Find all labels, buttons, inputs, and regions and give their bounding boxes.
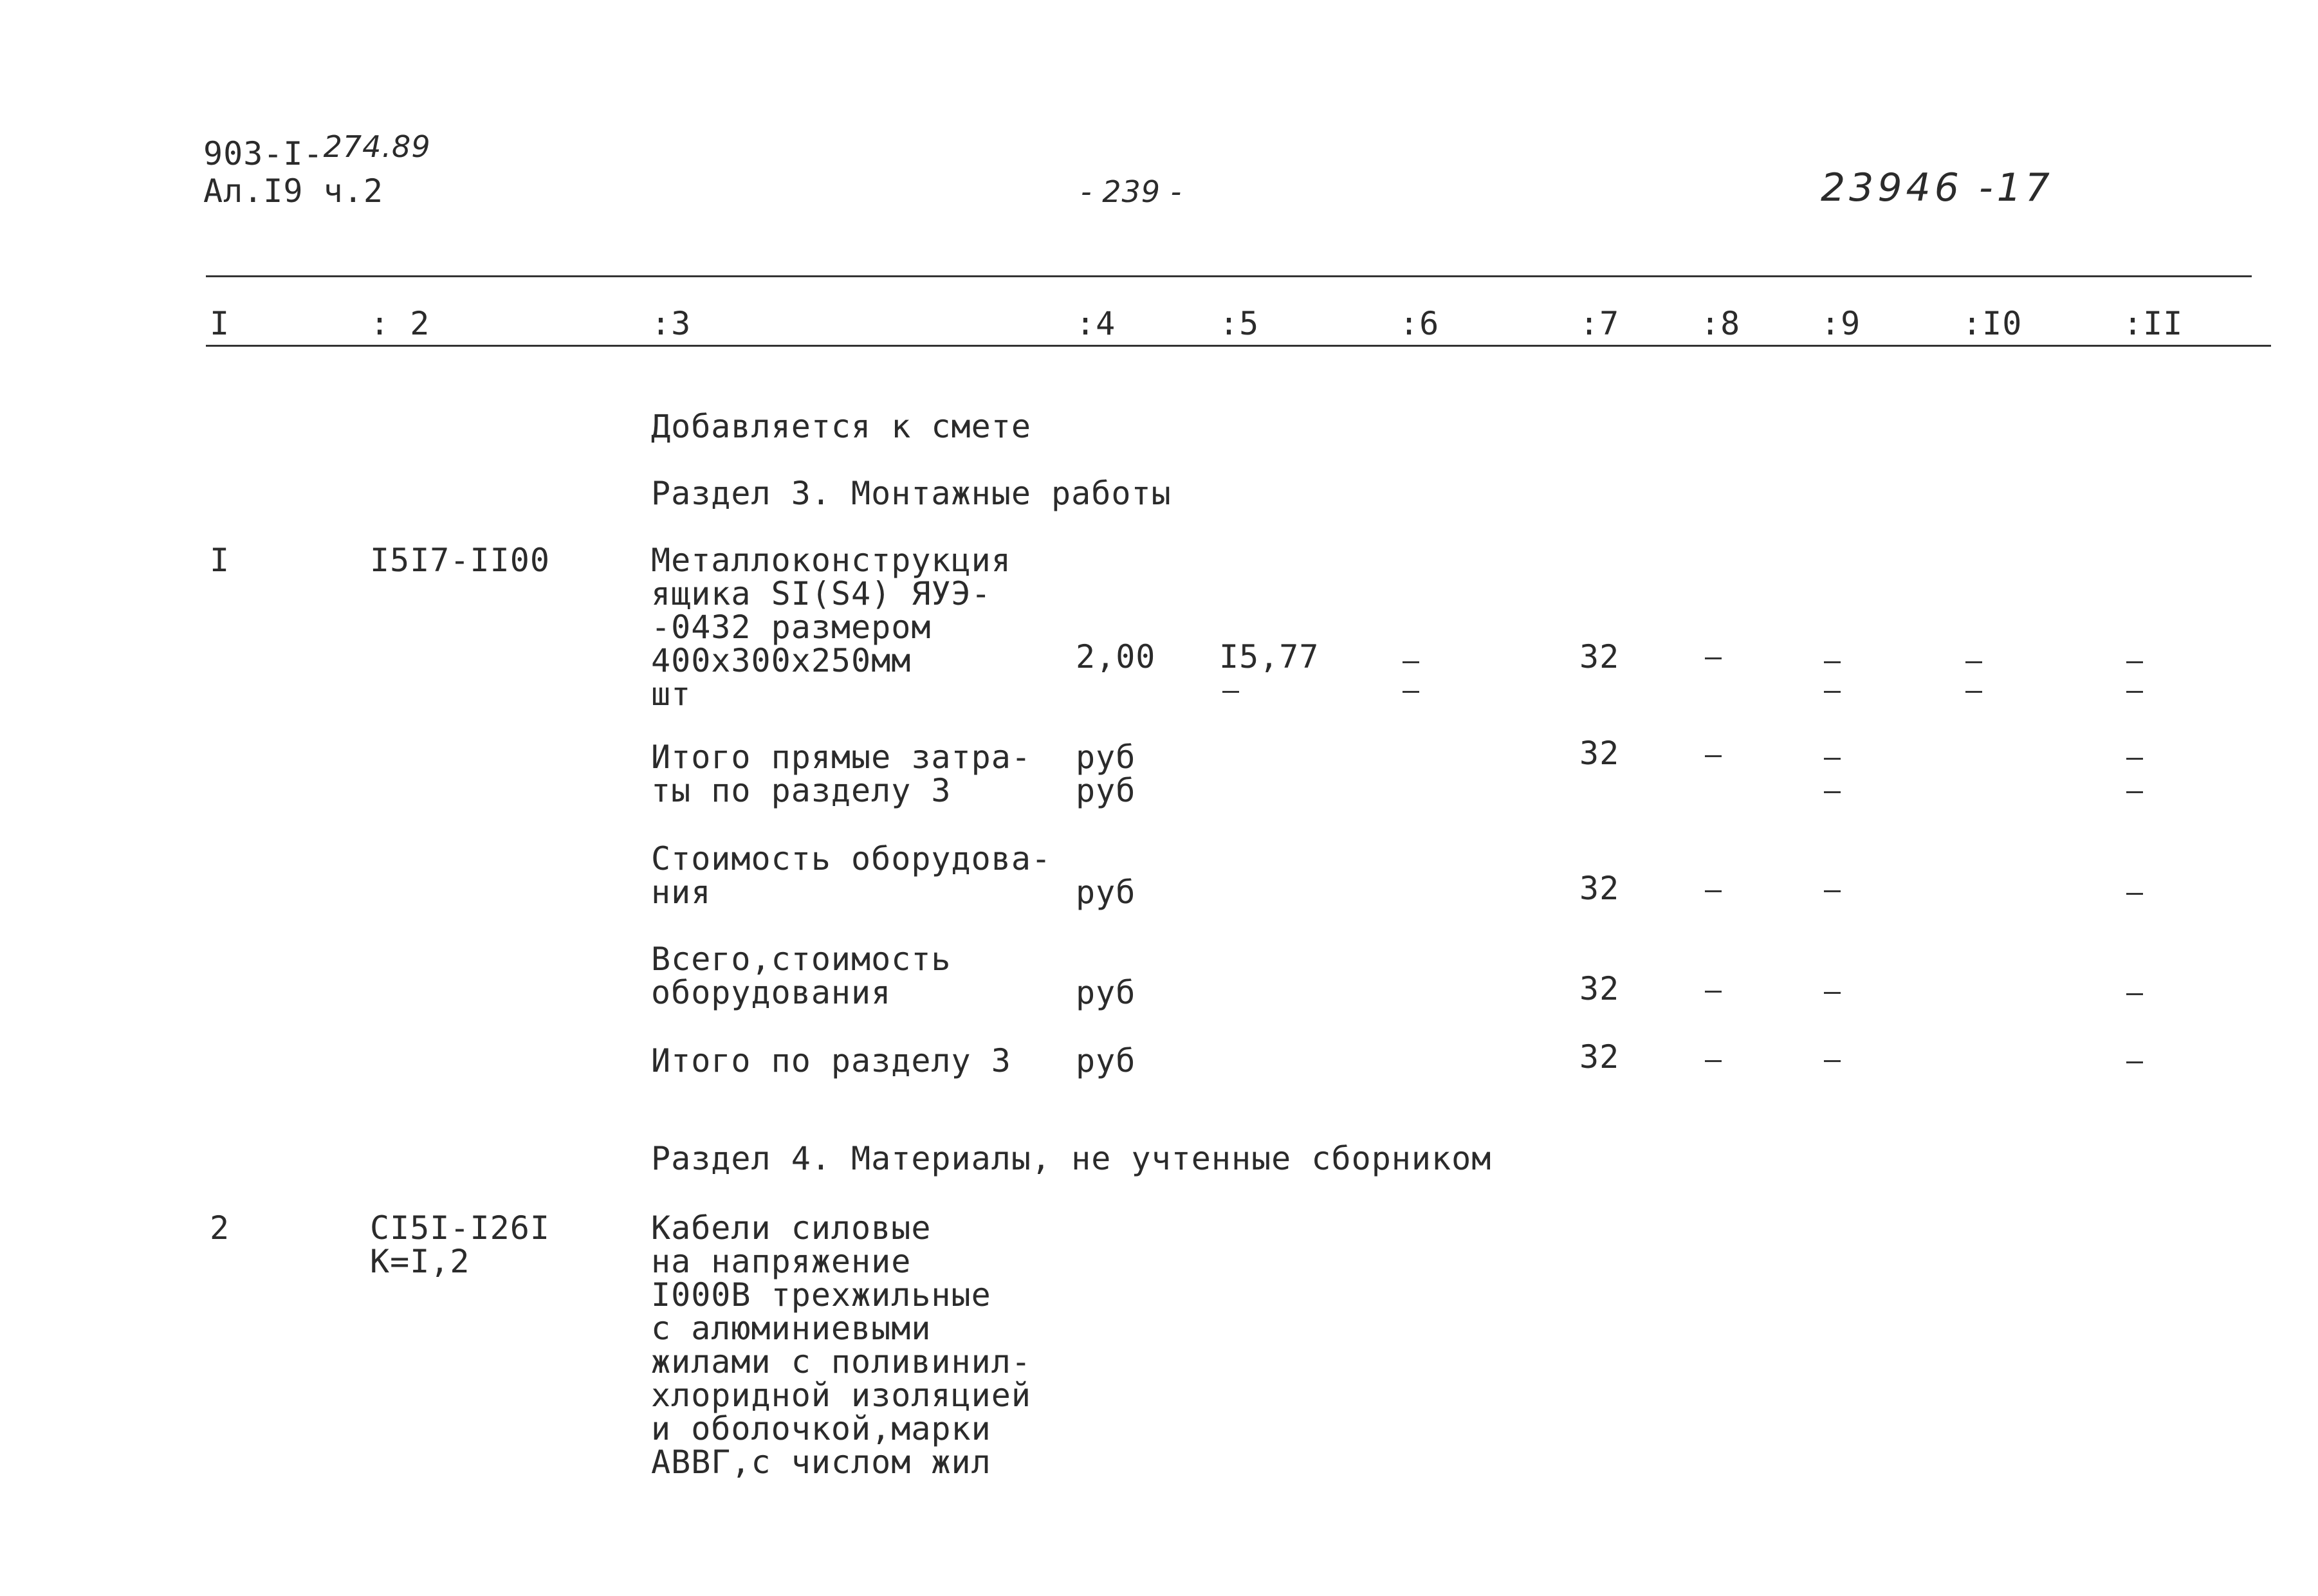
dash-mark xyxy=(2126,791,2143,793)
dash-mark xyxy=(1824,661,1841,663)
page-number: - 239 - xyxy=(1081,174,1182,209)
dash-mark xyxy=(1705,1060,1722,1062)
dash-mark xyxy=(1705,755,1722,757)
item1-code: I5I7-II00 xyxy=(370,542,550,579)
col-4: :4 xyxy=(1076,305,1116,342)
item1-quantity: 2,00 xyxy=(1076,638,1156,675)
dash-mark xyxy=(2126,893,2143,895)
col-9: :9 xyxy=(1821,305,1861,342)
dash-mark xyxy=(1824,758,1841,760)
col-6: :6 xyxy=(1399,305,1440,342)
col-8: :8 xyxy=(1700,305,1741,342)
dash-mark xyxy=(2126,691,2143,693)
summary2-unit: руб xyxy=(1076,874,1136,911)
col-2: : 2 xyxy=(370,305,430,342)
summary4-value: 32 xyxy=(1579,1038,1620,1076)
item2-desc-line5: жилами с поливинил- xyxy=(651,1343,1031,1380)
item2-code-line1: CI5I-I26I xyxy=(370,1209,550,1247)
item2-desc-line1: Кабели силовые xyxy=(651,1209,932,1247)
dash-mark xyxy=(1824,992,1841,994)
summary3-label-line1: Всего,стоимость xyxy=(651,940,952,978)
item1-desc-line4: 400х300х250мм xyxy=(651,642,912,679)
item2-desc-line2: на напряжение xyxy=(651,1243,912,1280)
dash-mark xyxy=(2126,661,2143,663)
dash-mark xyxy=(2126,758,2143,760)
dash-mark xyxy=(1824,691,1841,693)
dash-mark xyxy=(1705,890,1722,892)
dash-mark xyxy=(2126,993,2143,995)
col-11: :II xyxy=(2123,305,2184,342)
dash-mark xyxy=(1824,1060,1841,1062)
col-5: :5 xyxy=(1219,305,1260,342)
item1-number: I xyxy=(210,542,230,579)
summary4-label: Итого по разделу 3 xyxy=(651,1042,1011,1079)
dash-mark xyxy=(1824,890,1841,892)
item1-desc-line2: ящика SI(S4) ЯУЭ- xyxy=(651,575,991,612)
summary1-unit1: руб xyxy=(1076,738,1136,776)
summary1-label-line1: Итого прямые затра- xyxy=(651,738,1031,776)
item1-desc-line3: -0432 размером xyxy=(651,609,932,646)
item2-desc-line3: I000В трехжильные xyxy=(651,1276,991,1314)
col-3: :3 xyxy=(651,305,692,342)
dash-mark xyxy=(1705,657,1722,659)
dash-mark xyxy=(1965,661,1982,663)
item2-desc-line6: хлоридной изоляцией xyxy=(651,1377,1031,1414)
item1-unit-price: I5,77 xyxy=(1219,638,1320,675)
dash-mark xyxy=(2126,1061,2143,1063)
summary2-label-line1: Стоимость оборудова- xyxy=(651,840,1052,877)
summary1-value: 32 xyxy=(1579,735,1620,772)
item2-number: 2 xyxy=(210,1209,230,1247)
item1-unit: шт xyxy=(651,675,692,713)
inventory-number: 23946 -17 xyxy=(1821,165,2054,210)
top-rule xyxy=(206,275,2252,277)
summary2-value: 32 xyxy=(1579,870,1620,907)
item2-code-line2: К=I,2 xyxy=(370,1243,470,1280)
doc-code-prefix: 903-I- xyxy=(203,135,324,172)
dash-mark xyxy=(1965,691,1982,693)
item1-desc-line1: Металлоконструкция xyxy=(651,542,1011,579)
summary1-unit2: руб xyxy=(1076,772,1136,809)
item1-total: 32 xyxy=(1579,638,1620,675)
col-10: :I0 xyxy=(1962,305,2023,342)
summary3-value: 32 xyxy=(1579,970,1620,1007)
summary3-label-line2: оборудования xyxy=(651,974,892,1011)
dash-mark xyxy=(1222,691,1239,693)
col-1: I xyxy=(210,305,230,342)
dash-mark xyxy=(1824,791,1841,793)
dash-mark xyxy=(1403,691,1419,693)
dash-mark xyxy=(1403,661,1419,663)
album-label: Ал.I9 ч.2 xyxy=(203,172,383,210)
summary4-unit: руб xyxy=(1076,1042,1136,1079)
header-rule xyxy=(206,345,2271,347)
item2-desc-line8: АВВГ,с числом жил xyxy=(651,1444,991,1481)
section3-title: Раздел 3. Монтажные работы xyxy=(651,475,1172,512)
intro-text: Добавляется к смете xyxy=(651,408,1031,445)
summary1-label-line2: ты по разделу 3 xyxy=(651,772,952,809)
col-7: :7 xyxy=(1579,305,1620,342)
item2-desc-line7: и оболочкой,марки xyxy=(651,1410,991,1447)
doc-code-handwritten: 274.89 xyxy=(323,129,431,164)
item2-desc-line4: с алюминиевыми xyxy=(651,1310,932,1347)
section4-title: Раздел 4. Материалы, не учтенные сборником xyxy=(651,1140,1492,1177)
summary2-label-line2: ния xyxy=(651,874,712,911)
dash-mark xyxy=(1705,991,1722,993)
summary3-unit: руб xyxy=(1076,974,1136,1011)
doc-code xyxy=(203,129,431,172)
